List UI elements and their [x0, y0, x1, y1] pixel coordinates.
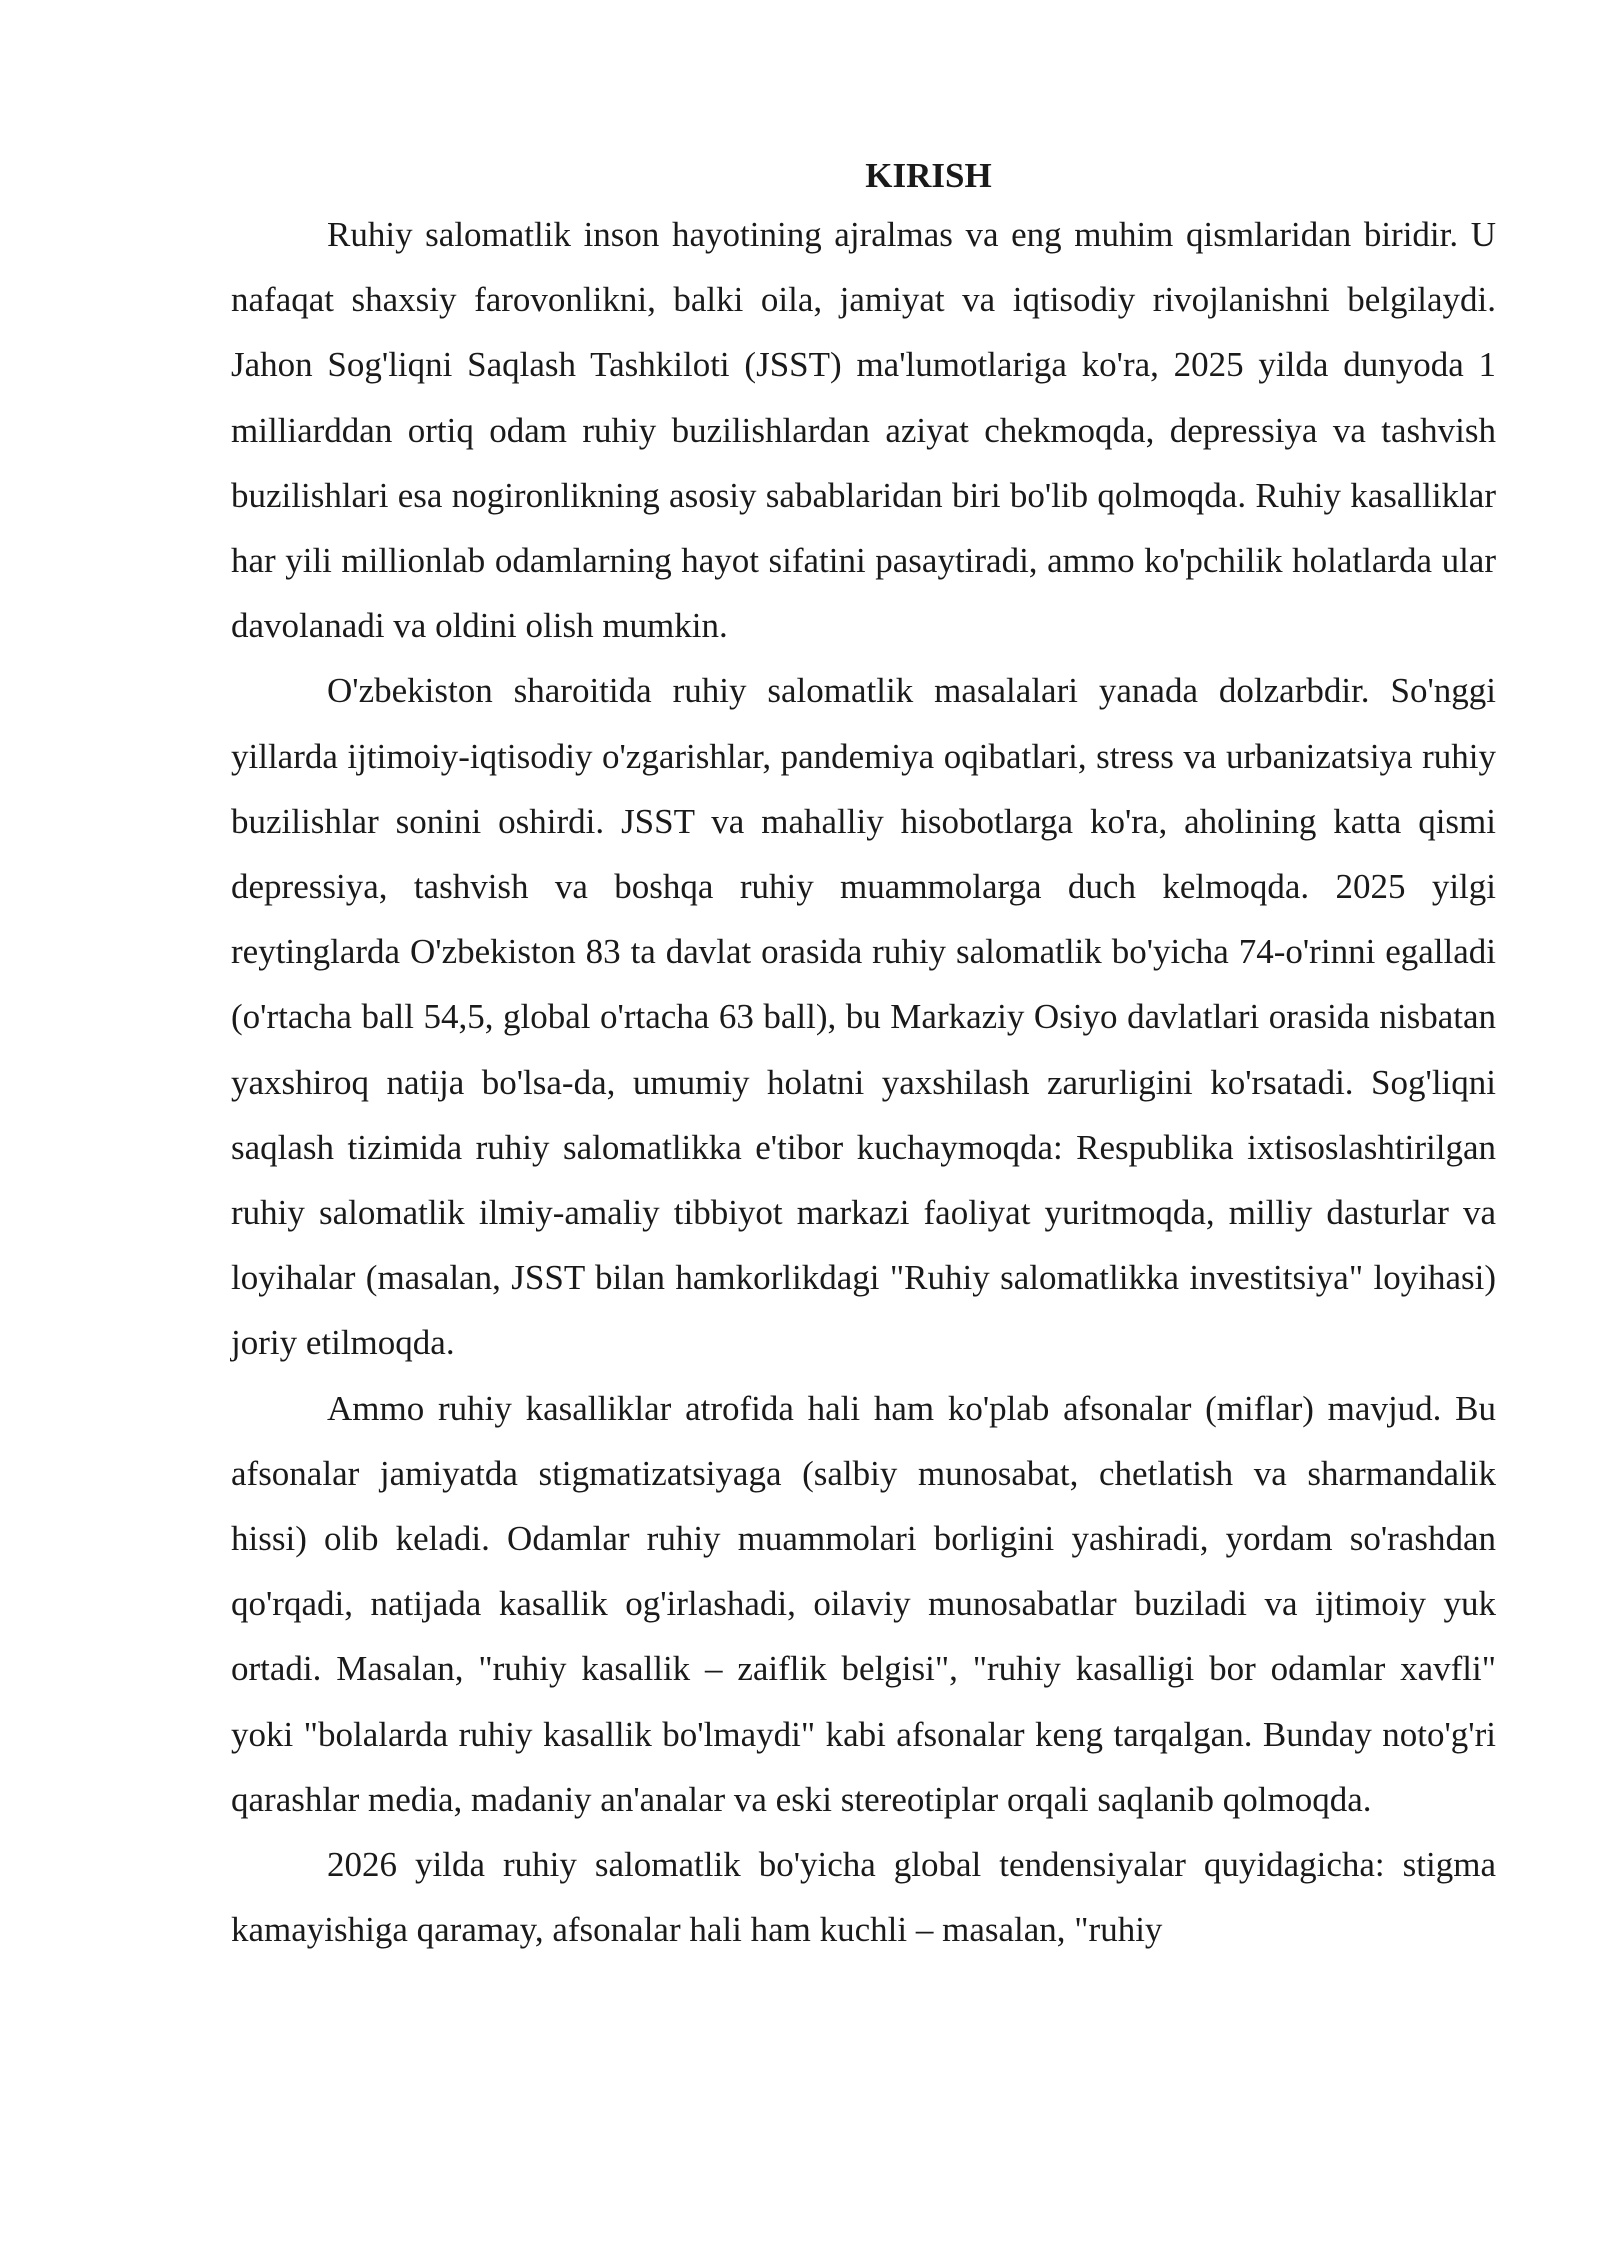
document-title: KIRISH: [865, 156, 992, 195]
paragraph-3: Ammo ruhiy kasalliklar atrofida hali ham ko'plab afsonalar (miflar) mavjud. Bu afsonalar jamiyatda stigmatizatsiyaga (salbiy munosabat, chetlatish va sharmandalik hissi) olib keladi. Odamlar ruhiy muammolari borligini yashiradi, yordam so'rashdan qo'rqadi, natijada kasallik og'irlashadi, oilaviy munosabatlar buziladi va ijtimoiy yuk ortadi. Masalan, "ruhiy kasallik – zaiflik belgisi", "ruhiy kasalligi bor odamlar xavfli" yoki "bolalarda ruhiy kasallik bo'lmaydi" kabi afsonalar keng tarqalgan. Bunday noto'g'ri qarashlar media, madaniy an'analar va eski stereotiplar orqali saqlanib qolmoqda.: [231, 1388, 1496, 1819]
paragraph-2: O'zbekiston sharoitida ruhiy salomatlik masalalari yanada dolzarbdir. So'nggi yillarda ijtimoiy-iqtisodiy o'zgarishlar, pandemiya oqibatlari, stress va urbanizatsiya ruhiy buzilishlar sonini oshirdi. JSST va mahalliy hisobotlarga ko'ra, aholining katta qismi depressiya, tashvish va boshqa ruhiy muammolarga duch kelmoqda. 2025 yilgi reytinglarda O'zbekiston 83 ta davlat orasida ruhiy salomatlik bo'yicha 74-o'rinni egalladi (o'rtacha ball 54,5, global o'rtacha 63 ball), bu Markaziy Osiyo davlatlari orasida nisbatan yaxshiroq natija bo'lsa-da, umumiy holatni yaxshilash zarurligini ko'rsatadi. Sog'liqni saqlash tizimida ruhiy salomatlikka e'tibor kuchaymoqda: Respublika ixtisoslashtirilgan ruhiy salomatlik ilmiy-amaliy tibbiyot markazi faoliyat yuritmoqda, milliy dasturlar va loyihalar (masalan, JSST bilan hamkorlikdagi "Ruhiy salomatlikka investitsiya" loyihasi) joriy etilmoqda.: [231, 671, 1496, 1363]
paragraph-4: 2026 yilda ruhiy salomatlik bo'yicha global tendensiyalar quyidagicha: stigma kamayishiga qaramay, afsonalar hali ham kuchli – masalan, "ruhiy: [231, 1845, 1496, 1950]
paragraph-1: Ruhiy salomatlik inson hayotining ajralmas va eng muhim qismlaridan biridir. U nafaqat shaxsiy farovonlikni, balki oila, jamiyat va iqtisodiy rivojlanishni belgilaydi. Jahon Sog'liqni Saqlash Tashkiloti (JSST) ma'lumotlariga ko'ra, 2025 yilda dunyoda 1 milliarddan ortiq odam ruhiy buzilishlardan aziyat chekmoqda, depressiya va tashvish buzilishlari esa nogironlikning asosiy sabablaridan biri bo'lib qolmoqda. Ruhiy kasalliklar har yili millionlab odamlarning hayot sifatini pasaytiradi, ammo ko'pchilik holatlarda ular davolanadi va oldini olish mumkin.: [231, 215, 1496, 646]
document-page: [231, 150, 1496, 1962]
